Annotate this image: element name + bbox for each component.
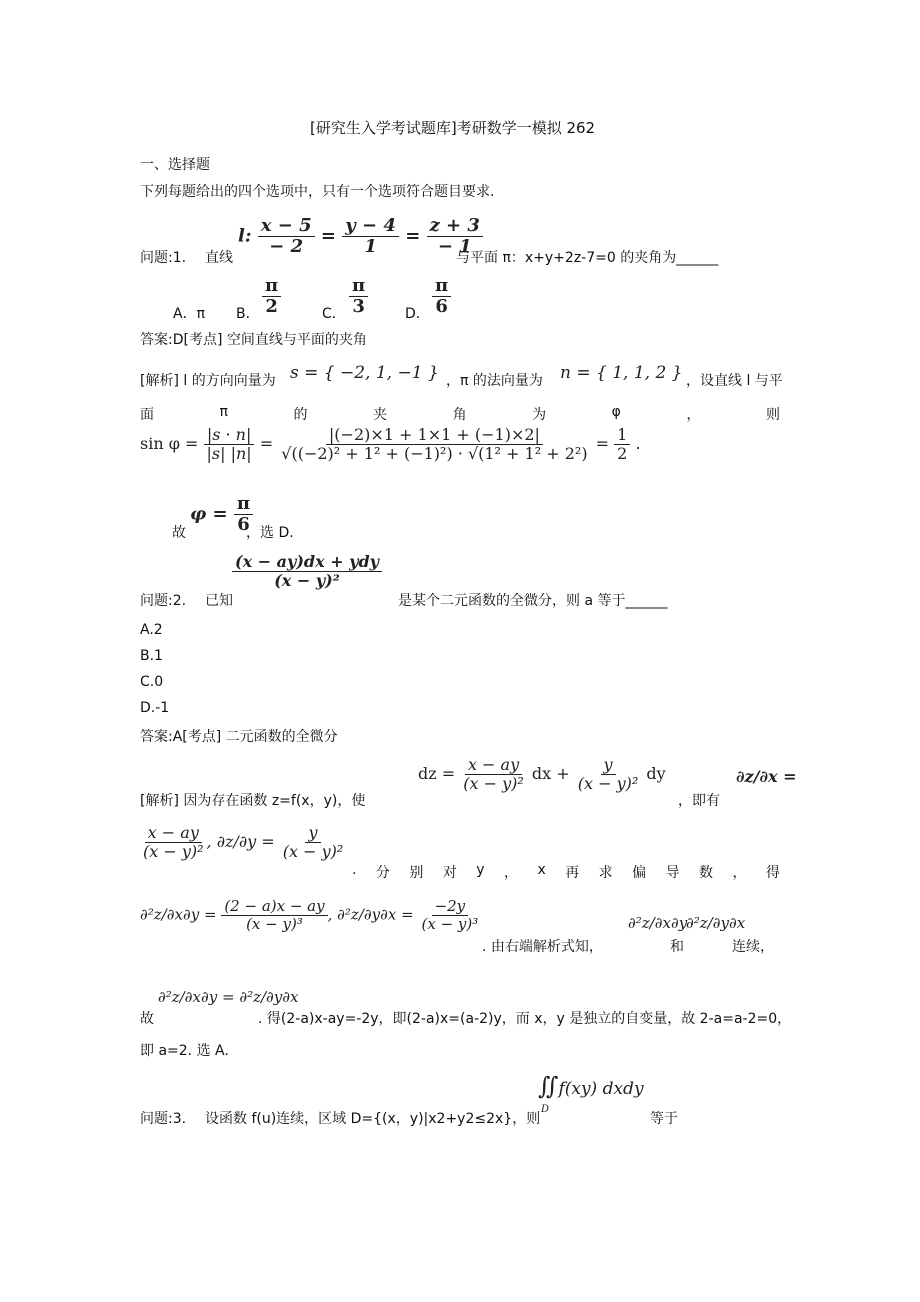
q1-analysis-a: [解析] l 的方向向量为 [140, 373, 276, 389]
q2-prefix: 已知 [205, 593, 233, 609]
q3-label: 问题:3. [140, 1111, 187, 1127]
q1-choose: ，选 D. [246, 525, 294, 541]
q1-option-c-math: $\frac{\pi}{3}$ [349, 276, 368, 317]
q3-region-D: D [541, 1104, 550, 1115]
q2-analysis-l4: . 得(2-a)x-ay=-2y，即(2-a)x=(a-2)y，而 x，y 是独立的自变量，故 2-a=a-2=0， [258, 1011, 792, 1027]
q1-analysis-line2: 面 π 的 夹 角 为 φ ， 则 [140, 404, 780, 423]
q2-option-d: D.-1 [140, 700, 170, 716]
q1-option-d: D． [405, 306, 430, 322]
q2-expression: $\frac{\text{(x − ay)dx + ydy}}{\text{(x − y)²}}$ [232, 553, 382, 590]
q1-suffix: 与平面 π：x+y+2z-7=0 的夹角为______ [456, 250, 719, 266]
q2-analysis-l3c: 连续， [732, 939, 774, 955]
q2-dz-formula: dz = $\frac{x - ay}{\text{(x − y)²}}$ dx + $\frac{y}{\text{(x − y)²}}$ dy [418, 755, 666, 793]
q2-mixed1: ∂²z/∂x∂y [628, 914, 688, 932]
q1-option-b-math: $\frac{\pi}{2}$ [262, 276, 281, 317]
q3-suffix: 等于 [650, 1111, 678, 1127]
q1-label: 问题:1. [140, 250, 187, 266]
q2-label: 问题:2. [140, 593, 187, 609]
q2-option-b: B.1 [140, 648, 163, 664]
q1-line-equation: l: $\frac{x - 5}{- 2}$ = $\frac{y - 4}{1}$ = $\frac{z + 3}{- 1}$ [238, 216, 483, 257]
q2-analysis-a: [解析] 因为存在函数 z=f(x，y)，使 [140, 793, 366, 809]
q2-therefore: 故 [140, 1011, 154, 1027]
q2-analysis-line2: . 分 别 对 y ， x 再 求 偏 导 数 ， 得 [352, 862, 780, 881]
q1-analysis-c: ，设直线 l 与平 [686, 373, 783, 389]
q2-analysis-l5: 即 a=2. 选 A. [140, 1043, 229, 1059]
q2-partials: $\frac{x - ay}{\text{(x − y)²}}$ , ∂z/∂y = $\frac{y}{\text{(x − y)²}}$ [143, 823, 344, 861]
q2-dzdx-head: ∂z/∂x = [736, 767, 797, 786]
q2-second-partials: ∂²z/∂x∂y = $\frac{(2 - a)x - ay}{\text{(x − y)³}}$ , ∂²z/∂y∂x = $\frac{-2y}{\text{(x − y)³}}$ [140, 897, 479, 933]
q2-equality: ∂²z/∂x∂y = ∂²z/∂y∂x [158, 988, 299, 1006]
q1-option-d-math: $\frac{\pi}{6}$ [432, 276, 451, 317]
q1-option-c: C． [322, 306, 346, 322]
q1-therefore: 故 [172, 525, 186, 541]
instructions: 下列每题给出的四个选项中，只有一个选项符合题目要求. [140, 184, 495, 200]
q1-analysis-b: ，π 的法向量为 [446, 373, 543, 389]
q2-analysis-b: ，即有 [678, 793, 720, 809]
page-title: [研究生入学考试题库]考研数学一模拟 262 [310, 119, 596, 137]
q1-n-vector: n = { 1, 1, 2 } [560, 363, 683, 383]
q2-option-a: A.2 [140, 622, 163, 638]
q3-integral: ∬f(xy) dxdy [538, 1072, 644, 1100]
q2-analysis-l3b: 和 [670, 939, 684, 955]
q1-s-vector: s = { −2, 1, −1 } [290, 363, 439, 383]
section-heading: 一、选择题 [140, 157, 210, 173]
q2-suffix: 是某个二元函数的全微分，则 a 等于______ [398, 593, 668, 609]
q2-option-c: C.0 [140, 674, 164, 690]
q2-answer: 答案:A[考点] 二元函数的全微分 [140, 729, 338, 745]
q1-answer: 答案:D[考点] 空间直线与平面的夹角 [140, 332, 367, 348]
q2-mixed2: ∂²z/∂y∂x [686, 914, 746, 932]
q1-option-a: A．π [173, 306, 206, 322]
q1-prefix: 直线 [205, 250, 233, 266]
q2-analysis-l3a: . 由右端解析式知， [482, 939, 603, 955]
q1-phi-value: φ = $\frac{\pi}{6}$ [190, 494, 253, 535]
q1-option-b: B． [236, 306, 260, 322]
q3-text: 设函数 f(u)连续，区域 D={(x，y)|x2+y2≤2x}，则 [205, 1111, 541, 1127]
q1-sin-formula: sin φ = $\frac{|s \cdot n|}{|s| |n|}$ = $\frac{|(-2)\times 1 + 1\times 1 + (-1)\times 2|}{\text{√((−2)² + 1² + (−1)²) · √(1² + 1² + 2²)}}$ = $\frac{1}{2}$ . [140, 425, 641, 463]
